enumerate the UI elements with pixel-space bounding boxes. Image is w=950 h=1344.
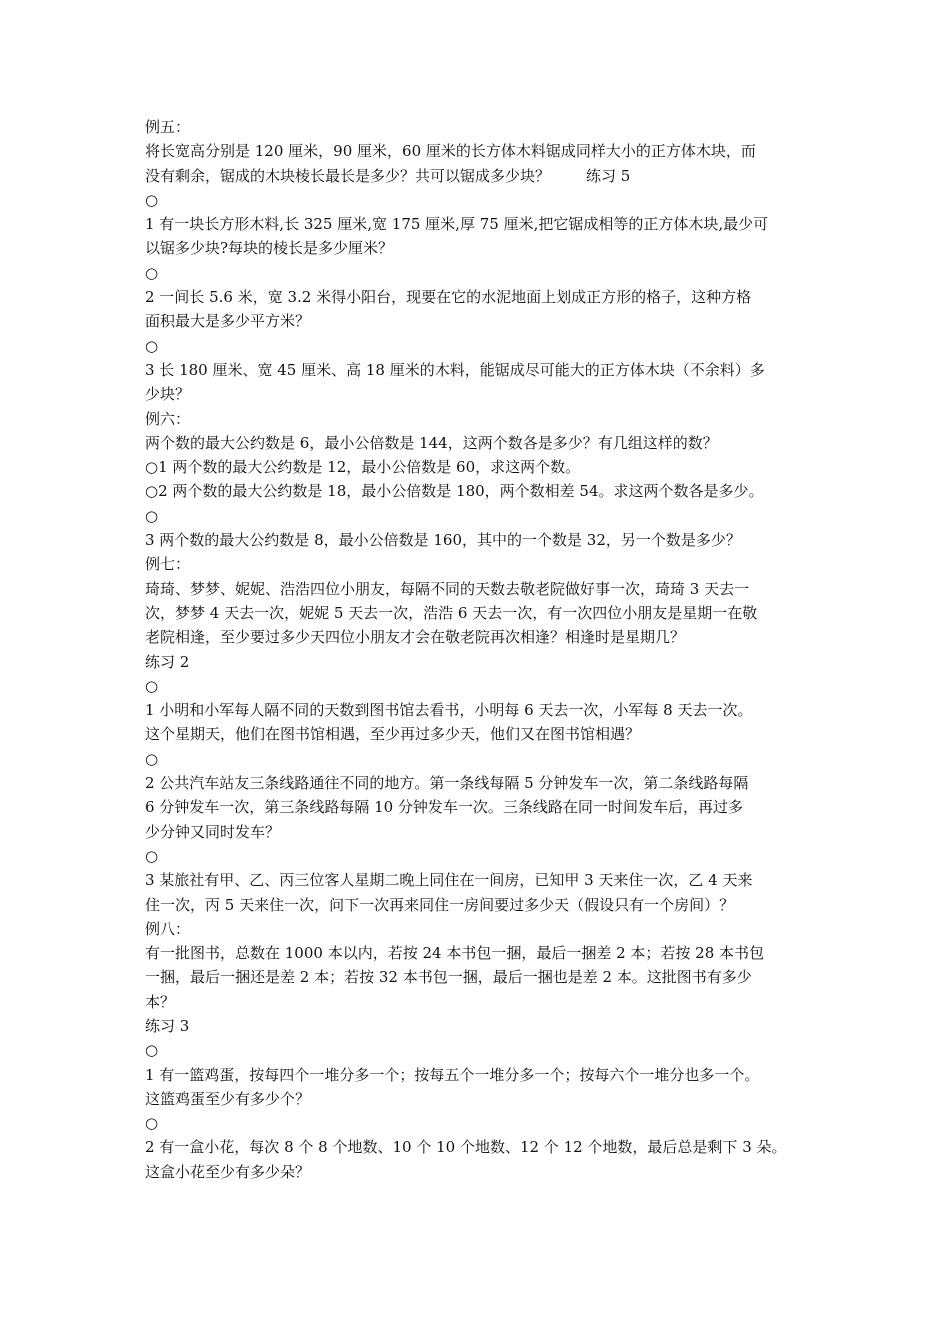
heading-example-8: 例八：: [145, 919, 191, 938]
circle-marker: ○: [145, 846, 159, 865]
document-page: [145, 115, 810, 1184]
text-line: 2 有一盒小花，每次 8 个 8 个地数、10 个 10 个地数、12 个 12 个地数，最后总是剩下 3 朵。: [145, 1138, 787, 1157]
text-line: 2 一间长 5.6 米，宽 3.2 米得小阳台，现要在它的水泥地面上划成正方形的格子，这种方格: [145, 288, 752, 307]
text-line: 6 分钟发车一次，第三条线路每隔 10 分钟发车一次。三条线路在同一时间发车后，再过多: [145, 798, 743, 817]
circle-marker: ○: [145, 263, 159, 282]
text-line: ○1 两个数的最大公约数是 12，最小公倍数是 60，求这两个数。: [145, 458, 581, 477]
circle-marker: ○: [145, 749, 159, 768]
text-line: 一捆，最后一捆还是差 2 本；若按 32 本书包一捆，最后一捆也是差 2 本。这批图书有多少: [145, 968, 752, 987]
text-line: 少块？: [145, 385, 191, 404]
text-line: 3 长 180 厘米、宽 45 厘米、高 18 厘米的木料，能锯成尽可能大的正方体木块（不余料）多: [145, 360, 765, 379]
text-line: 将长宽高分别是 120 厘米，90 厘米，60 厘米的长方体木料锯成同样大小的正方体木块，而: [145, 142, 756, 161]
text-line: 少分钟又同时发车？: [145, 822, 281, 841]
text-line: 这篮鸡蛋至少有多少个？: [145, 1089, 311, 1108]
circle-marker: ○: [145, 676, 159, 695]
text-line: 2 公共汽车站友三条线路通往不同的地方。第一条线每隔 5 分钟发车一次，第二条线路每隔: [145, 774, 749, 793]
text-line: 琦琦、梦梦、妮妮、浩浩四位小朋友，每隔不同的天数去敬老院做好事一次，琦琦 3 天去一: [145, 579, 750, 598]
text-line: 1 有一篮鸡蛋，按每四个一堆分多一个；按每五个一堆分多一个；按每六个一堆分也多一个。: [145, 1065, 760, 1084]
text-line: 两个数的最大公约数是 6，最小公倍数是 144，这两个数各是多少？有几组这样的数？: [145, 433, 718, 452]
circle-marker: ○: [145, 336, 159, 355]
text-line: 1 小明和小军每人隔不同的天数到图书馆去看书，小明每 6 天去一次，小军每 8 天去一次。: [145, 701, 753, 720]
text-line: 以锯多少块?每块的棱长是多少厘米？: [145, 239, 394, 258]
text-line: ○2 两个数的最大公约数是 18，最小公倍数是 180，两个数相差 54。求这两个数各是多少。: [145, 482, 764, 501]
text-line: 3 某旅社有甲、乙、丙三位客人星期二晚上同住在一间房，已知甲 3 天来住一次，乙 4 天来: [145, 871, 753, 890]
heading-practice-5: 练习 5: [586, 166, 631, 185]
text-line: [145, 164, 810, 188]
heading-example-7: 例七：: [145, 555, 191, 574]
heading-practice-3: 练习 3: [145, 1016, 190, 1035]
text-segment: 没有剩余，锯成的木块棱长最长是多少？共可以锯成多少块？: [145, 166, 551, 185]
circle-marker: ○: [145, 506, 159, 525]
circle-marker: ○: [145, 1114, 159, 1133]
text-line: 这盒小花至少有多少朵？: [145, 1162, 311, 1181]
text-line: 3 两个数的最大公约数是 8，最小公倍数是 160，其中的一个数是 32，另一个数是多少？: [145, 531, 741, 550]
heading-example-5: 例五：: [145, 118, 191, 136]
text-line: 这个星期天，他们在图书馆相遇，至少再过多少天，他们又在图书馆相遇？: [145, 725, 641, 744]
text-line: 本？: [145, 992, 176, 1011]
circle-marker: ○: [145, 190, 159, 209]
heading-practice-2: 练习 2: [145, 652, 190, 671]
text-line: 住一次，丙 5 天来住一次，问下一次再来同住一房间要过多少天（假设只有一个房间）？: [145, 895, 735, 914]
circle-marker: ○: [145, 1041, 159, 1060]
text-line: 1 有一块长方形木料,长 325 厘米,宽 175 厘米,厚 75 厘米,把它锯成相等的正方体木块,最少可: [145, 215, 769, 234]
text-line: 有一批图书，总数在 1000 本以内，若按 24 本书包一捆，最后一捆差 2 本；若按 28 本书包: [145, 944, 765, 963]
text-line: 老院相逢，至少要过多少天四位小朋友才会在敬老院再次相逢？相逢时是星期几？: [145, 628, 686, 647]
heading-example-6: 例六：: [145, 409, 191, 428]
text-line: 面积最大是多少平方米？: [145, 312, 311, 331]
text-line: 次，梦梦 4 天去一次，妮妮 5 天去一次，浩浩 6 天去一次，有一次四位小朋友是星期一在敬: [145, 603, 758, 622]
